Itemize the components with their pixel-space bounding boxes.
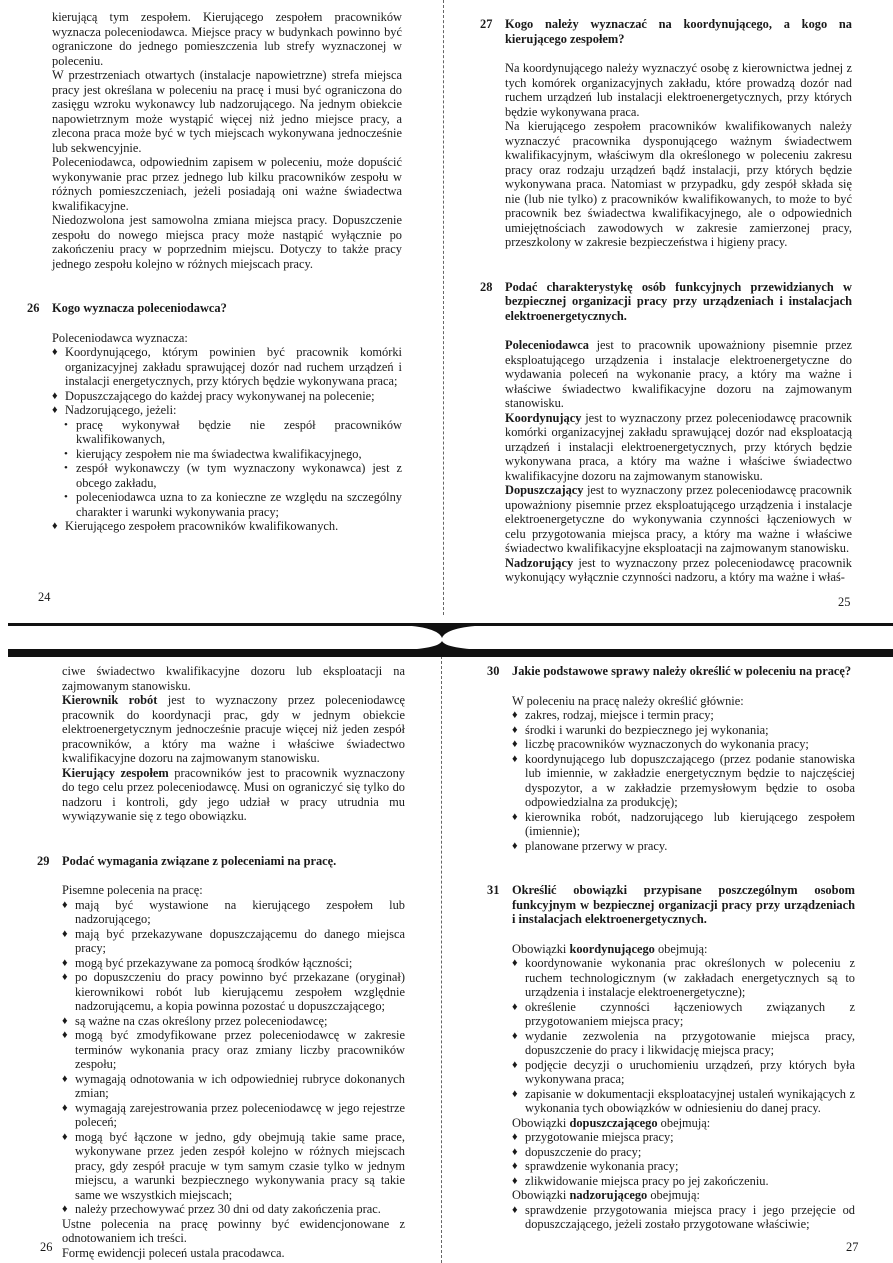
bullet-item <box>512 723 855 738</box>
paragraph <box>512 1116 855 1131</box>
question-number: 31 <box>487 883 500 897</box>
sub-bullet-item <box>52 418 402 447</box>
paragraph <box>512 1188 855 1203</box>
bullet-item <box>62 927 405 956</box>
paragraph-text: dopuszczenie do pracy; <box>525 1144 642 1159</box>
paragraph-text: poleceniodawca uzna to za konieczne ze względu na szczególny charakter i warunki wykonywania pracy; <box>76 490 402 519</box>
bold-term: Poleceniodawca <box>505 338 589 352</box>
bold-term: nadzorującego <box>569 1188 648 1202</box>
paragraph-text: mogą być przekazywane za pomocą środków łączności; <box>75 955 353 970</box>
bullet-item <box>512 1159 855 1174</box>
bullet-item <box>512 752 855 810</box>
page-number: 24 <box>38 590 51 604</box>
paragraph-text: przygotowanie miejsca pracy; <box>525 1130 674 1144</box>
paragraph-text: zapisanie w dokumentacji eksploatacyjnej ustaleń wynikających z wykonania tych obowiązków w odniesieniu do danej pracy. <box>525 1086 855 1115</box>
sub-bullet-item <box>52 461 402 490</box>
page-24 <box>27 10 402 534</box>
paragraph <box>62 883 405 898</box>
paragraph-text: jest to pracownik upoważniony pisemnie przez eksploatującego urządzenia i instalacje elektroenergetyczne do wydawania poleceń na wykonanie pracy, a który ma ważne i właściwe świadectwo kwalifikacyjne dozoru na zajmowanym stanowisku. <box>505 338 852 410</box>
paragraph-text: Na kierującego zespołem pracowników kwalifikowanych należy wyznaczyć pracownika dysponującego ważnym świadectwem kwalifikacyjnym, właściwym dla określonego w poleceniu zakresu pracy oraz rodzaju urządzeń bądź instalacji, przy których będzie wykonywana praca. Natomiast w przypadku, gdy zespół składa się nie (lub nie tylko) z pracowników kwalifikowanych, to może to być pracownik bez świadectwa kwalifikacyjnego, ale o odpowiednich umiejętnościach zawodowych w zakresie zamierzonej pracy, przeszkolony w zakresie bezpieczeństwa i higieny pracy. <box>505 119 852 249</box>
paragraph-text: mają być przekazywane dopuszczającemu do danego miejsca pracy; <box>75 926 405 955</box>
question-text: Podać wymagania związane z poleceniami na pracę. <box>62 853 337 868</box>
paragraph-text: Dopuszczającego do każdej pracy wykonywanej na polecenie; <box>65 388 375 403</box>
bullet-item <box>512 1145 855 1160</box>
paragraph <box>62 693 405 766</box>
paragraph <box>52 213 402 271</box>
paragraph-text: Niedozwolona jest samowolna zmiana miejsca pracy. Dopuszczenie zespołu do nowego miejsca pracy może nastąpić wyłącznie po zakończeniu pracy w poprzednim miejscu. Dotyczy to także pracy jednego zespołu kolejno w różnych miejscach pracy. <box>52 213 402 271</box>
paragraph-text: pracowników jest to pracownik wyznaczony do tego celu przez poleceniodawcę. Musi on ograniczyć się tylko do nadzoru i kontroli, gdy jego udział w pracy utrudnia mu wywiązywanie się z tego obowiązku. <box>62 765 405 823</box>
paragraph <box>505 338 852 411</box>
paragraph-text: kierownika robót, nadzorującego lub kierującego zespołem (imiennie); <box>525 809 855 838</box>
paragraph-text: obejmują: <box>654 941 708 956</box>
bold-term: Kierujący zespołem <box>62 765 169 780</box>
bullet-item <box>512 1174 855 1189</box>
paragraph-text: Formę ewidencji poleceń ustala pracodawca. <box>62 1245 285 1260</box>
paragraph-text: określenie czynności łączeniowych związanych z przygotowaniem miejsca pracy; <box>525 999 855 1028</box>
paragraph-text: mają być wystawione na kierującego zespołem lub nadzorującego; <box>75 897 405 926</box>
question-text: Podać charakterystykę osób funkcyjnych przewidzianych w bezpiecznej organizacji pracy przy urządzeniach i instalacjach elektroenergetycznych. <box>505 279 852 323</box>
question-text: Kogo wyznacza poleceniodawca? <box>52 301 227 315</box>
paragraph-prefix: Obowiązki <box>512 941 570 956</box>
paragraph-text: jest to wyznaczony przez poleceniodawcę pracownik upoważniony pisemnie przez eksploatującego urządzenia i instalacje elektroenergetyczne do wykonywania czynności łączeniowych w celu przygotowania miejsca pracy, a który ma ważne i właściwe świadectwo kwalifikacyjne eksploatacji na zajmowanym stanowisku. <box>505 483 852 555</box>
bullet-item <box>62 1101 405 1130</box>
paragraph <box>505 556 852 585</box>
paragraph-text: koordynowanie wykonania prac określonych w poleceniu z ruchem technologicznym (w zakładach energetycznych są to urządzenia i instalacje elektroenergetyczne); <box>525 956 855 999</box>
paragraph-text: wymagają zarejestrowania przez poleceniodawcę w jego rejestrze poleceń; <box>75 1100 405 1129</box>
question-number: 30 <box>487 664 500 678</box>
paragraph-text: Koordynującego, którym powinien być pracownik komórki organizacyjnej zakładu sprawującej dozór nad ruchem urządzeń i instalacji energetycznych, przy których będzie wykonywana praca; <box>65 345 402 388</box>
paragraph <box>505 119 852 250</box>
paragraph-text: ciwe świadectwo kwalifikacyjne dozoru lub eksploatacji na zajmowanym stanowisku. <box>62 664 405 693</box>
paragraph-text: planowane przerwy w pracy. <box>525 838 668 853</box>
paragraph-text: sprawdzenie przygotowania miejsca pracy i jego przejęcie od dopuszczającego, jeżeli zostało przygotowane właściwie; <box>525 1202 855 1231</box>
paragraph-text: obejmują: <box>647 1188 700 1202</box>
bold-term: Dopuszczający <box>505 483 584 497</box>
bold-term: koordynującego <box>569 941 655 956</box>
paragraph <box>52 10 402 68</box>
paragraph-prefix: Obowiązki <box>512 1115 570 1130</box>
page-number: 25 <box>838 595 851 609</box>
paragraph <box>512 694 855 709</box>
question-text: Kogo należy wyznaczać na koordynującego, a kogo na kierującego zespołem? <box>505 17 852 46</box>
paragraph <box>505 61 852 119</box>
question-heading <box>487 883 855 927</box>
bullet-item <box>62 1130 405 1203</box>
question-heading <box>480 17 852 46</box>
paragraph-text: zakres, rodzaj, miejsce i termin pracy; <box>525 708 714 722</box>
paragraph-text: Ustne polecenia na pracę powinny być ewidencjonowane z odnotowaniem ich treści. <box>62 1216 405 1245</box>
bullet-item <box>52 389 402 404</box>
binding-shadow-shape <box>400 625 488 638</box>
sub-bullet-item <box>52 447 402 462</box>
binding-line-top <box>443 0 444 615</box>
paragraph-text: Kierującego zespołem pracowników kwalifikowanych. <box>65 519 339 533</box>
bottom-edge-band <box>8 649 893 657</box>
question-text: Jakie podstawowe sprawy należy określić w poleceniu na pracę? <box>512 664 852 678</box>
question-number: 29 <box>37 853 50 868</box>
bullet-item <box>512 737 855 752</box>
paragraph-text: zespół wykonawczy (w tym wyznaczony wykonawca) jest z obcego zakładu, <box>76 461 402 490</box>
paragraph <box>62 664 405 693</box>
bullet-item <box>512 708 855 723</box>
paragraph-text: należy przechowywać przez 30 dni od daty zakończenia prac. <box>75 1202 381 1216</box>
bullet-item <box>512 1000 855 1029</box>
paragraph-text: Nadzorującego, jeżeli: <box>65 403 177 417</box>
bullet-item <box>512 1087 855 1116</box>
paragraph <box>505 483 852 556</box>
bullet-item <box>62 970 405 1014</box>
bullet-item <box>62 1014 405 1029</box>
paragraph-text: kierującą tym zespołem. Kierującego zespołem pracowników wyznacza poleceniodawca. Miejsce pracy w budynkach powinno być ograniczone do jednego pomieszczenia lub strefy wyznaczonej w poleceniu. <box>52 10 402 68</box>
question-heading <box>480 279 852 324</box>
paragraph-text: koordynującego lub dopuszczającego (przez podanie stanowiska lub imiennie, w zakładzie energetycznym będzie to najczęściej dyspozytor, a w zakładzie przemysłowym będzie to osoba odpowiedzialna za produkcję); <box>525 751 855 809</box>
paragraph-text: W przestrzeniach otwartych (instalacje napowietrzne) strefa miejsca pracy jest określana w poleceniu na pracę i musi być ograniczona do zasięgu wzroku wykonawcy lub nadzorującego. Na jednym obiekcie napowietrznym może wystąpić więcej niż jedno miejsce pracy, a zlecona praca może być w tych miejscach wykonywana jednocześnie lub sekwencyjnie. <box>52 68 402 155</box>
bullet-item <box>52 345 402 389</box>
paragraph <box>52 68 402 155</box>
bullet-item <box>62 1028 405 1072</box>
question-heading <box>37 853 405 869</box>
paragraph-text: po dopuszczeniu do pracy powinno być przekazane (oryginał) kierownikowi robót lub kierującemu zespołem względnie nadzorującemu, a kopia powinna pozostać u dopuszczającego; <box>75 970 405 1013</box>
paragraph <box>52 331 402 346</box>
bullet-item <box>512 1029 855 1058</box>
page-25 <box>480 17 852 585</box>
bullet-item <box>52 519 402 534</box>
paragraph-text: jest to wyznaczony przez poleceniodawcę pracownik komórki organizacyjnej zakładu sprawującej dozór nad eksploatacją urządzeń i instalacji elektroenergetycznych, przy których będzie wykonywana praca, a który ma ważne i właściwe świadectwo kwalifikacyjne dozoru na zajmowanym stanowisku. <box>505 410 852 483</box>
paragraph-text: W poleceniu na pracę należy określić głównie: <box>512 693 744 708</box>
question-number: 26 <box>27 301 40 315</box>
question-number: 28 <box>480 279 493 294</box>
question-text: Określić obowiązki przypisane poszczególnym osobom funkcyjnym w bezpiecznej organizacji pracy przy urządzeniach i instalacjach elektroenergetycznych. <box>512 883 855 926</box>
question-heading <box>487 664 855 679</box>
bullet-item <box>512 839 855 854</box>
paragraph-prefix: Obowiązki <box>512 1188 570 1202</box>
binding-shadow-shape <box>398 641 490 650</box>
paragraph <box>512 942 855 957</box>
bullet-item <box>512 956 855 1000</box>
bold-term: Kierownik robót <box>62 693 158 707</box>
bullet-item <box>62 1072 405 1101</box>
bold-term: Nadzorujący <box>505 555 574 570</box>
binding-line-bottom <box>441 656 442 1263</box>
paragraph-text: sprawdzenie wykonania pracy; <box>525 1159 679 1173</box>
paragraph-text: jest to wyznaczony przez poleceniodawcę pracownik wykonujący wyłącznie czynności nadzoru, a który ma ważne i właś- <box>505 555 852 584</box>
question-number: 27 <box>480 17 493 31</box>
paragraph <box>62 766 405 824</box>
bold-term: Koordynujący <box>505 410 582 425</box>
paragraph-text: mogą być zmodyfikowane przez poleceniodawcę w zakresie terminów wykonania pracy oraz zmiany liczby pracowników zespołu; <box>75 1028 405 1071</box>
paragraph-text: Pisemne polecenia na pracę: <box>62 883 203 897</box>
page-number: 26 <box>40 1240 53 1254</box>
bullet-item <box>62 956 405 971</box>
spread-divider <box>0 605 893 660</box>
paragraph-text: Poleceniodawca, odpowiednim zapisem w poleceniu, może dopuścić wykonywanie prac przez jednego lub kilku pracowników zespołu w różnych pomieszczeniach, jeżeli posiadają oni ważne świadectwa kwalifikacyjne. <box>52 155 402 213</box>
paragraph-text: kierujący zespołem nie ma świadectwa kwalifikacyjnego, <box>76 446 362 461</box>
paragraph-text: mogą być łączone w jedno, gdy obejmują takie same prace, wykonywane przez jeden zespół kolejno w różnych miejscach pracy, gdy zespół pracuje w tym samym czasie tylko w jednym miejscu, a warunki bezpiecznego wykonywania pracy są takie same we wszystkich miejscach; <box>75 1129 405 1202</box>
paragraph-text: wydanie zezwolenia na przygotowanie miejsca pracy, dopuszczenie do pracy i likwidację miejsca pracy; <box>525 1028 855 1057</box>
paragraph <box>52 155 402 213</box>
paragraph-text: środki i warunki do bezpiecznego jej wykonania; <box>525 722 769 737</box>
paragraph-text: liczbę pracowników wyznaczonych do wykonania pracy; <box>525 737 809 751</box>
bullet-item <box>62 898 405 927</box>
bullet-item <box>512 1058 855 1087</box>
bullet-item <box>512 1203 855 1232</box>
page-number: 27 <box>846 1240 859 1254</box>
bold-term: dopuszczającego <box>569 1115 658 1130</box>
paragraph-text: obejmują: <box>657 1115 711 1130</box>
paragraph-text: wymagają odnotowania w ich odpowiedniej rubryce dokonanych zmian; <box>75 1071 405 1100</box>
bullet-item <box>52 403 402 418</box>
paragraph-text: podjęcie decyzji o uruchomieniu urządzeń, przy których była wykonywana praca; <box>525 1057 855 1086</box>
paragraph-text: Na koordynującego należy wyznaczyć osobę z kierownictwa jednej z tych komórek organizacyjnych zakładu, które prowadzą dozór nad ruchem urządzeń lub instalacji elektroenergetycznych, przy których będzie wykonywana praca. <box>505 61 852 119</box>
sub-bullet-item <box>52 490 402 519</box>
page-27 <box>487 664 855 1232</box>
paragraph <box>62 1217 405 1246</box>
paragraph-text: zlikwidowanie miejsca pracy po jej zakończeniu. <box>525 1173 769 1188</box>
bullet-item <box>62 1202 405 1217</box>
paragraph-text: pracę wykonywał będzie nie zespół pracowników kwalifikowanych, <box>76 417 402 446</box>
question-heading <box>27 301 402 316</box>
paragraph <box>62 1246 405 1261</box>
bullet-item <box>512 810 855 839</box>
paragraph-text: są ważne na czas określony przez poleceniodawcę; <box>75 1013 328 1028</box>
paragraph-text: Poleceniodawca wyznacza: <box>52 330 188 345</box>
bullet-item <box>512 1130 855 1145</box>
paragraph-text: jest to wyznaczony przez poleceniodawcę pracownik do koordynacji prac, gdy w jednym obiekcie elektroenergetycznym jednocześnie pracuje więcej niż jeden zespół pracowników, a który ma ważne i właściwe świadectwo kwalifikacyjne dozoru na zajmowanym stanowisku. <box>62 693 405 765</box>
paragraph <box>505 411 852 484</box>
